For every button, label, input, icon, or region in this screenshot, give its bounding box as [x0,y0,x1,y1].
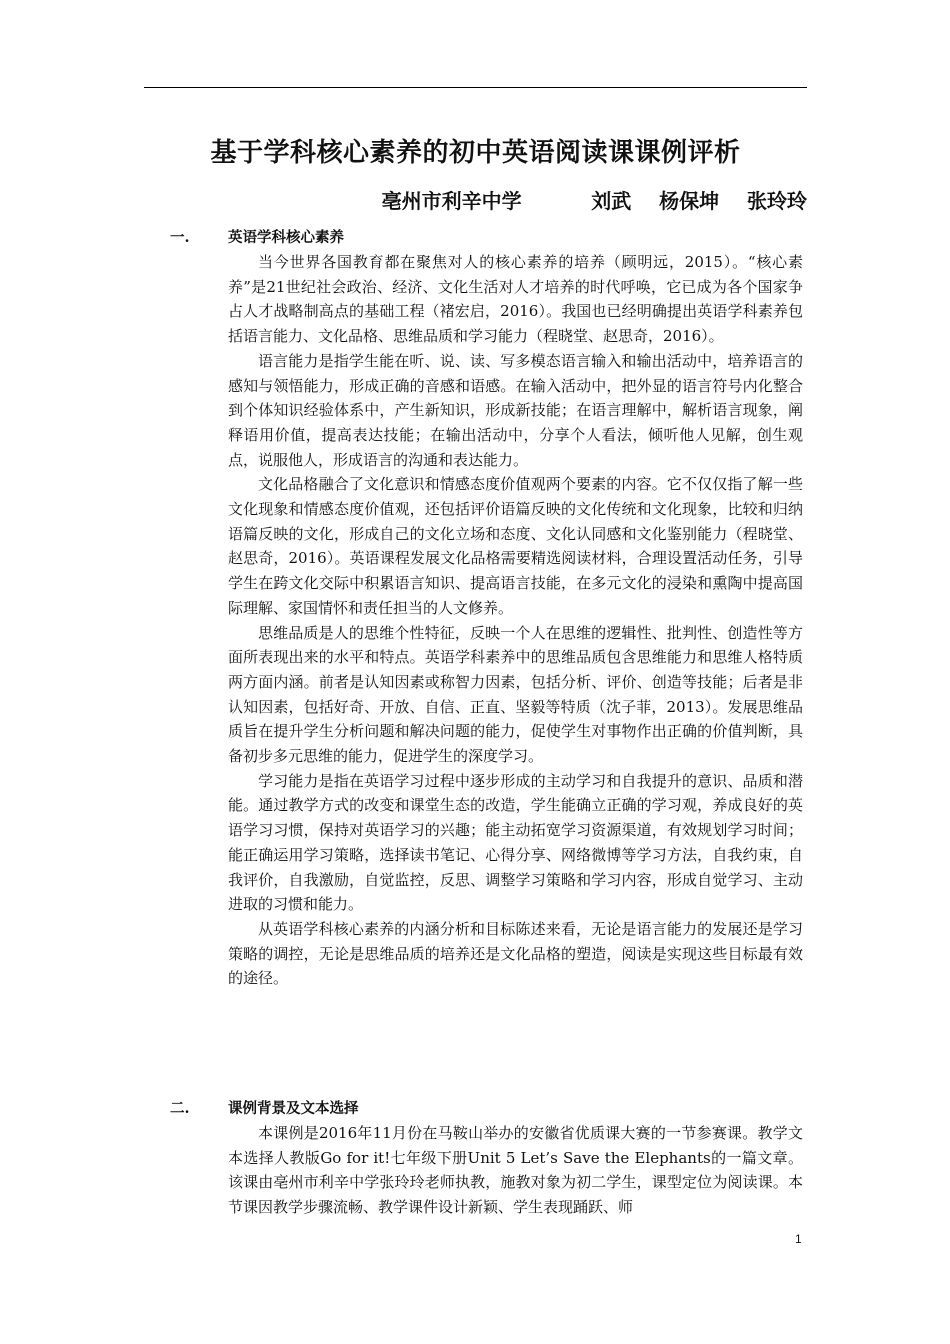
section-title: 英语学科核心素养 [228,229,344,246]
page-title: 基于学科核心素养的初中英语阅读课课例评析 [210,138,741,168]
section-2 [144,1096,807,1220]
paragraph: 从英语学科核心素养的内涵分析和目标陈述来看，无论是语言能力的发展还是学习策略的调控，无论是思维品质的培养还是文化品格的塑造，阅读是实现这些目标最有效的途径。 [228,919,803,988]
paragraph: 语言能力是指学生能在听、说、读、写多模态语言输入和输出活动中，培养语言的感知与领悟能力，形成正确的音感和语感。在输入活动中，把外显的语言符号内化整合到个体知识经验体系中，产生新知识，形成新技能；在语言理解中，解析语言现象，阐释语用价值，提高表达技能；在输出活动中，分享个人看法，倾听他人见解，创生观点，说服他人，形成语言的沟通和表达能力。 [228,351,803,469]
section-title: 课例背景及文本选择 [228,1100,359,1117]
section-heading [144,1096,807,1121]
page-number: 1 [795,1232,802,1246]
section-body [228,250,803,991]
section-number: 二. [170,1100,190,1117]
header-rule [144,87,807,88]
paragraph: 本课例是2016年11月份在马鞍山举办的安徽省优质课大赛的一节参赛课。教学文本选择人教版Go for it!七年级下册Unit 5 Let’s Save the Elephants的一篇文章。该课由亳州市利辛中学张玲玲老师执教，施教对象为初二学生，课型定位为阅读课。本节课因教学步骤流畅、教学课件设计新颖、学生表现踊跃、师 [228,1124,803,1217]
section-heading [144,225,807,250]
paragraph: 学习能力是指在英语学习过程中逐步形成的主动学习和自我提升的意识、品质和潜能。通过教学方式的改变和课堂生态的改造，学生能确立正确的学习观，养成良好的英语学习习惯，保持对英语学习的兴趣；能主动拓宽学习资源渠道，有效规划学习时间；能正确运用学习策略，选择读书笔记、心得分享、网络微博等学习方法，自我约束，自我评价，自我激励，自觉监控，反思、调整学习策略和学习内容，形成自觉学习、主动进取的习惯和能力。 [228,771,803,914]
paragraph: 思维品质是人的思维个性特征，反映一个人在思维的逻辑性、批判性、创造性等方面所表现出来的水平和特点。英语学科素养中的思维品质包含思维能力和思维人格特质两方面内涵。前者是认知因素或称智力因素，包括分析、评价、创造等技能；后者是非认知因素，包括好奇、开放、自信、正直、坚毅等特质（沈子菲，2013）。发展思维品质旨在提升学生分析问题和解决问题的能力，促使学生对事物作出正确的价值判断，具备初步多元思维的能力，促进学生的深度学习。 [228,623,803,766]
paragraph: 当今世界各国教育都在聚焦对人的核心素养的培养（顾明远，2015）。“核心素养”是21世纪社会政治、经济、文化生活对人才培养的时代呼唤，它已成为各个国家争占人才战略制高点的基础工程（褚宏启，2016）。我国也已经明确提出英语学科素养包括语言能力、文化品格、思维品质和学习能力（程晓堂、赵思奇，2016）。 [228,253,803,346]
paragraph: 文化品格融合了文化意识和情感态度价值观两个要素的内容。它不仅仅指了解一些文化现象和情感态度价值观，还包括评价语篇反映的文化传统和文化现象，比较和归纳语篇反映的文化，形成自己的文化立场和态度、文化认同感和文化鉴别能力（程晓堂、赵思奇，2016）。英语课程发展文化品格需要精选阅读材料，合理设置活动任务，引导学生在跨文化交际中积累语言知识、提高语言技能，在多元文化的浸染和熏陶中提高国际理解、家国情怀和责任担当的人文修养。 [228,475,803,617]
section-body [228,1121,803,1220]
section-number: 一. [170,229,190,246]
section-1 [144,225,807,991]
author-line: 亳州市利辛中学 刘武 杨保坤 张玲玲 [381,189,807,213]
